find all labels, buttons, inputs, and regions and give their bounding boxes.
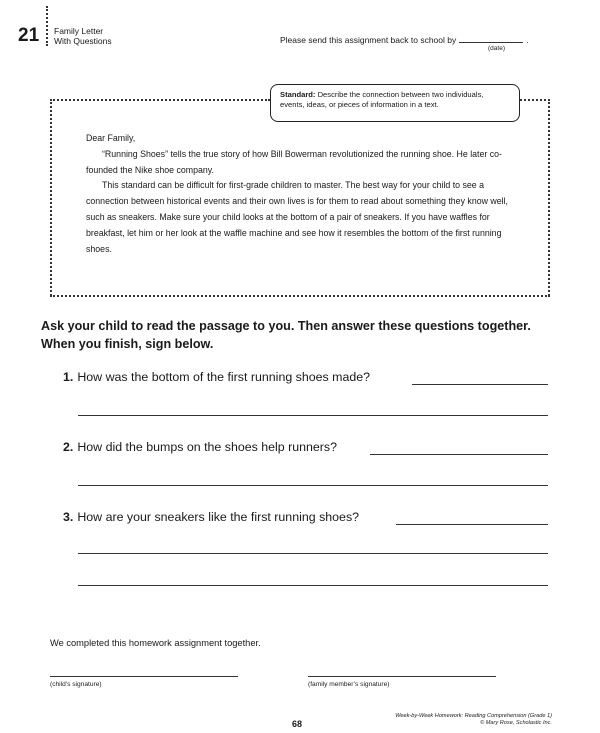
- answer-line-2b[interactable]: [78, 485, 548, 486]
- answer-line-3c[interactable]: [78, 585, 548, 586]
- worksheet-type-line1: Family Letter: [54, 26, 104, 36]
- letter-frame-left: [50, 99, 52, 296]
- lesson-number: 21: [18, 25, 40, 46]
- letter-frame-bottom: [50, 295, 550, 297]
- answer-line-2a[interactable]: [370, 454, 548, 455]
- standard-line1: Describe the connection between two individuals,: [317, 90, 484, 99]
- question-1: [63, 370, 370, 384]
- question-3-number: 3.: [63, 510, 74, 524]
- worksheet-type-label: [54, 26, 112, 46]
- child-signature-label: (child’s signature): [50, 681, 102, 688]
- question-1-number: 1.: [63, 370, 74, 384]
- instructions: Ask your child to read the passage to you. Then answer these questions together. When you finish, sign below.: [41, 319, 531, 351]
- letter-paragraph-2: This standard can be difficult for first-grade children to master. The best way for your child to see a connection between historical events and their own lives is for them to read about something they know well, such as sneakers. Make sure your child looks at the bottom of a pair of sneakers. If you have waffles for breakfast, let him or her look at the waffle machine and see how it resembles the bottom of the first running shoes.: [86, 180, 508, 254]
- question-2-text: How did the bumps on the shoes help runners?: [77, 440, 338, 454]
- letter-greeting: Dear Family,: [86, 133, 136, 143]
- letter-frame-top-left: [50, 99, 270, 101]
- family-signature-line[interactable]: [308, 676, 496, 677]
- header-divider: [46, 6, 48, 46]
- date-caption: (date): [488, 45, 505, 52]
- date-field[interactable]: [459, 42, 523, 43]
- question-3-text: How are your sneakers like the first running shoes?: [77, 510, 360, 524]
- credit-line-1: Week-by-Week Homework: Reading Comprehension (Grade 1): [395, 713, 552, 719]
- standard-label: Standard:: [280, 90, 316, 99]
- letter-paragraph-1: “Running Shoes” tells the true story of how Bill Bowerman revolutionized the running shoe. He later co-founded the Nike shoe company.: [86, 148, 502, 175]
- send-back-notice: [280, 35, 529, 45]
- send-back-text: Please send this assignment back to school by: [280, 35, 457, 45]
- question-2-number: 2.: [63, 440, 74, 454]
- family-signature-label: (family member’s signature): [308, 681, 390, 688]
- child-signature-line[interactable]: [50, 676, 238, 677]
- question-2: [63, 440, 337, 454]
- credit-line-2: © Mary Rose, Scholastic Inc.: [480, 720, 552, 726]
- answer-line-1b[interactable]: [78, 415, 548, 416]
- standard-box: [270, 84, 520, 122]
- answer-line-3a[interactable]: [396, 524, 548, 525]
- letter-frame-right: [548, 99, 550, 296]
- answer-line-3b[interactable]: [78, 553, 548, 554]
- question-3: [63, 510, 359, 524]
- standard-line2: events, ideas, or pieces of information in a text.: [280, 100, 439, 109]
- send-back-period: .: [526, 35, 529, 45]
- worksheet-type-line2: With Questions: [54, 36, 112, 46]
- completion-statement: We completed this homework assignment together.: [50, 638, 261, 648]
- page-number: 68: [292, 719, 303, 729]
- family-letter: [86, 131, 526, 257]
- answer-line-1a[interactable]: [412, 384, 548, 385]
- letter-frame-top-right: [520, 99, 550, 101]
- credit-line: [395, 713, 552, 727]
- question-1-text: How was the bottom of the first running shoes made?: [77, 370, 371, 384]
